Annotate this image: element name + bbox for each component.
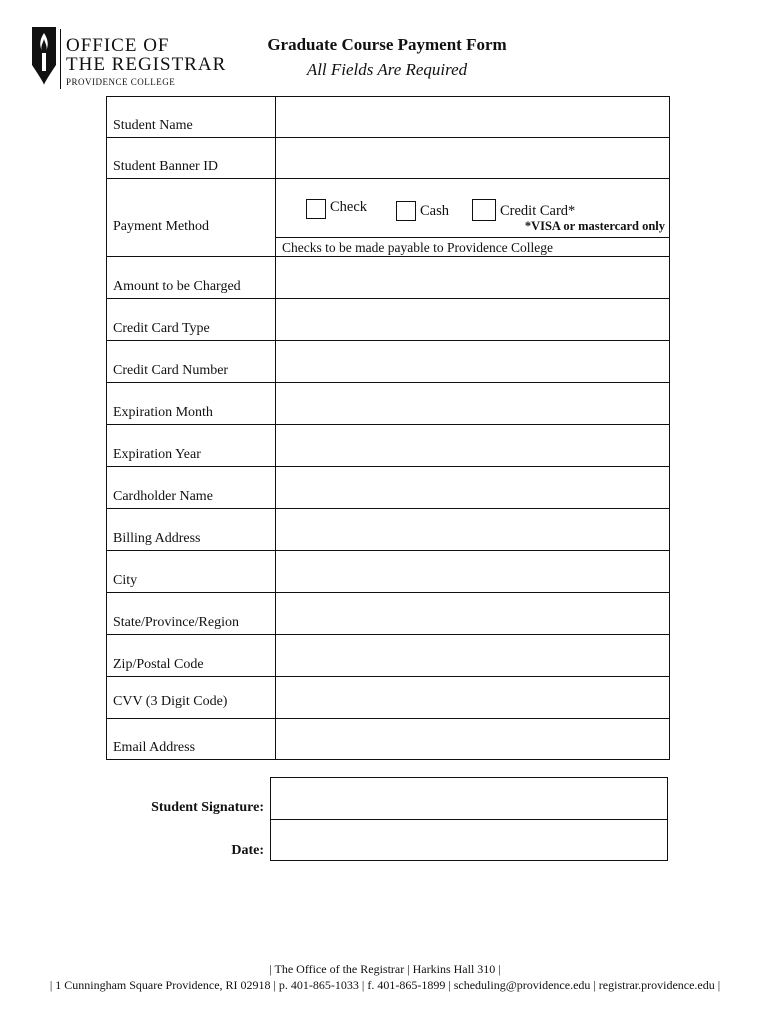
date-label: Date: — [231, 843, 264, 858]
amount-field[interactable] — [275, 257, 669, 298]
row-student-name — [107, 97, 669, 138]
form-title: Graduate Course Payment Form — [267, 35, 507, 54]
footer-contact-line: | 1 Cunningham Square Providence, RI 02918 | p. 401-865-1033 | f. 401-865-1899 | scheduling@providence.edu | registrar.providence.edu | — [49, 978, 721, 992]
row-city — [107, 551, 669, 593]
email-label: Email Address — [113, 740, 196, 755]
cash-option[interactable] — [396, 201, 449, 221]
city-field[interactable] — [275, 551, 669, 592]
row-exp-year — [107, 425, 669, 467]
row-state — [107, 593, 669, 635]
student-signature-field[interactable] — [271, 778, 667, 819]
footer-office-line: | The Office of the Registrar | Harkins Hall 310 | — [269, 962, 501, 976]
state-field[interactable] — [275, 593, 669, 634]
cc-number-label: Credit Card Number — [113, 363, 229, 378]
row-payment-method — [107, 179, 669, 257]
row-zip — [107, 635, 669, 677]
zip-label: Zip/Postal Code — [113, 657, 204, 672]
row-email — [107, 719, 669, 759]
row-cc-type — [107, 299, 669, 341]
logo-text-line2: THE REGISTRAR — [66, 54, 227, 75]
zip-field[interactable] — [275, 635, 669, 676]
payment-method-options — [275, 179, 669, 237]
visa-note: *VISA or mastercard only — [524, 219, 665, 233]
billing-address-label: Billing Address — [113, 531, 201, 546]
cash-option-label: Cash — [420, 203, 449, 219]
row-billing — [107, 509, 669, 551]
cvv-label: CVV (3 Digit Code) — [113, 694, 228, 709]
cash-checkbox[interactable] — [396, 201, 416, 221]
logo-text-line1: OFFICE OF — [66, 35, 170, 56]
cvv-field[interactable] — [275, 677, 669, 718]
cardholder-field[interactable] — [275, 467, 669, 508]
exp-month-label: Expiration Month — [113, 405, 213, 420]
credit-card-option-label: Credit Card* — [500, 203, 576, 219]
torch-shield-icon — [30, 25, 58, 87]
city-label: City — [113, 573, 138, 588]
checks-payable-note: Checks to be made payable to Providence College — [275, 237, 669, 258]
cc-type-field[interactable] — [275, 299, 669, 340]
form-subtitle: All Fields Are Required — [306, 60, 468, 79]
banner-id-field[interactable] — [275, 138, 669, 178]
student-signature-label: Student Signature: — [151, 800, 264, 815]
date-field[interactable] — [271, 820, 667, 860]
exp-month-field[interactable] — [275, 383, 669, 424]
exp-year-label: Expiration Year — [113, 447, 201, 462]
student-name-field[interactable] — [275, 97, 669, 137]
billing-address-field[interactable] — [275, 509, 669, 550]
amount-label: Amount to be Charged — [113, 279, 241, 294]
row-amount — [107, 257, 669, 299]
exp-year-field[interactable] — [275, 425, 669, 466]
cc-number-field[interactable] — [275, 341, 669, 382]
signature-table — [270, 777, 668, 861]
payment-form-table — [106, 96, 670, 760]
credit-card-checkbox[interactable] — [472, 199, 496, 221]
banner-id-label: Student Banner ID — [113, 159, 218, 174]
row-cvv — [107, 677, 669, 719]
logo-divider — [60, 29, 61, 89]
email-field[interactable] — [275, 719, 669, 759]
credit-card-option[interactable] — [472, 199, 575, 221]
state-label: State/Province/Region — [113, 615, 239, 630]
row-exp-month — [107, 383, 669, 425]
row-cardholder — [107, 467, 669, 509]
check-option-label: Check — [330, 199, 368, 215]
row-banner-id — [107, 138, 669, 179]
check-checkbox[interactable] — [306, 199, 326, 219]
payment-method-label: Payment Method — [113, 219, 210, 234]
cc-type-label: Credit Card Type — [113, 321, 210, 336]
cardholder-label: Cardholder Name — [113, 489, 213, 504]
check-option[interactable] — [306, 199, 367, 219]
student-name-label: Student Name — [113, 118, 193, 133]
logo-text-line3: PROVIDENCE COLLEGE — [66, 77, 176, 87]
row-cc-number — [107, 341, 669, 383]
